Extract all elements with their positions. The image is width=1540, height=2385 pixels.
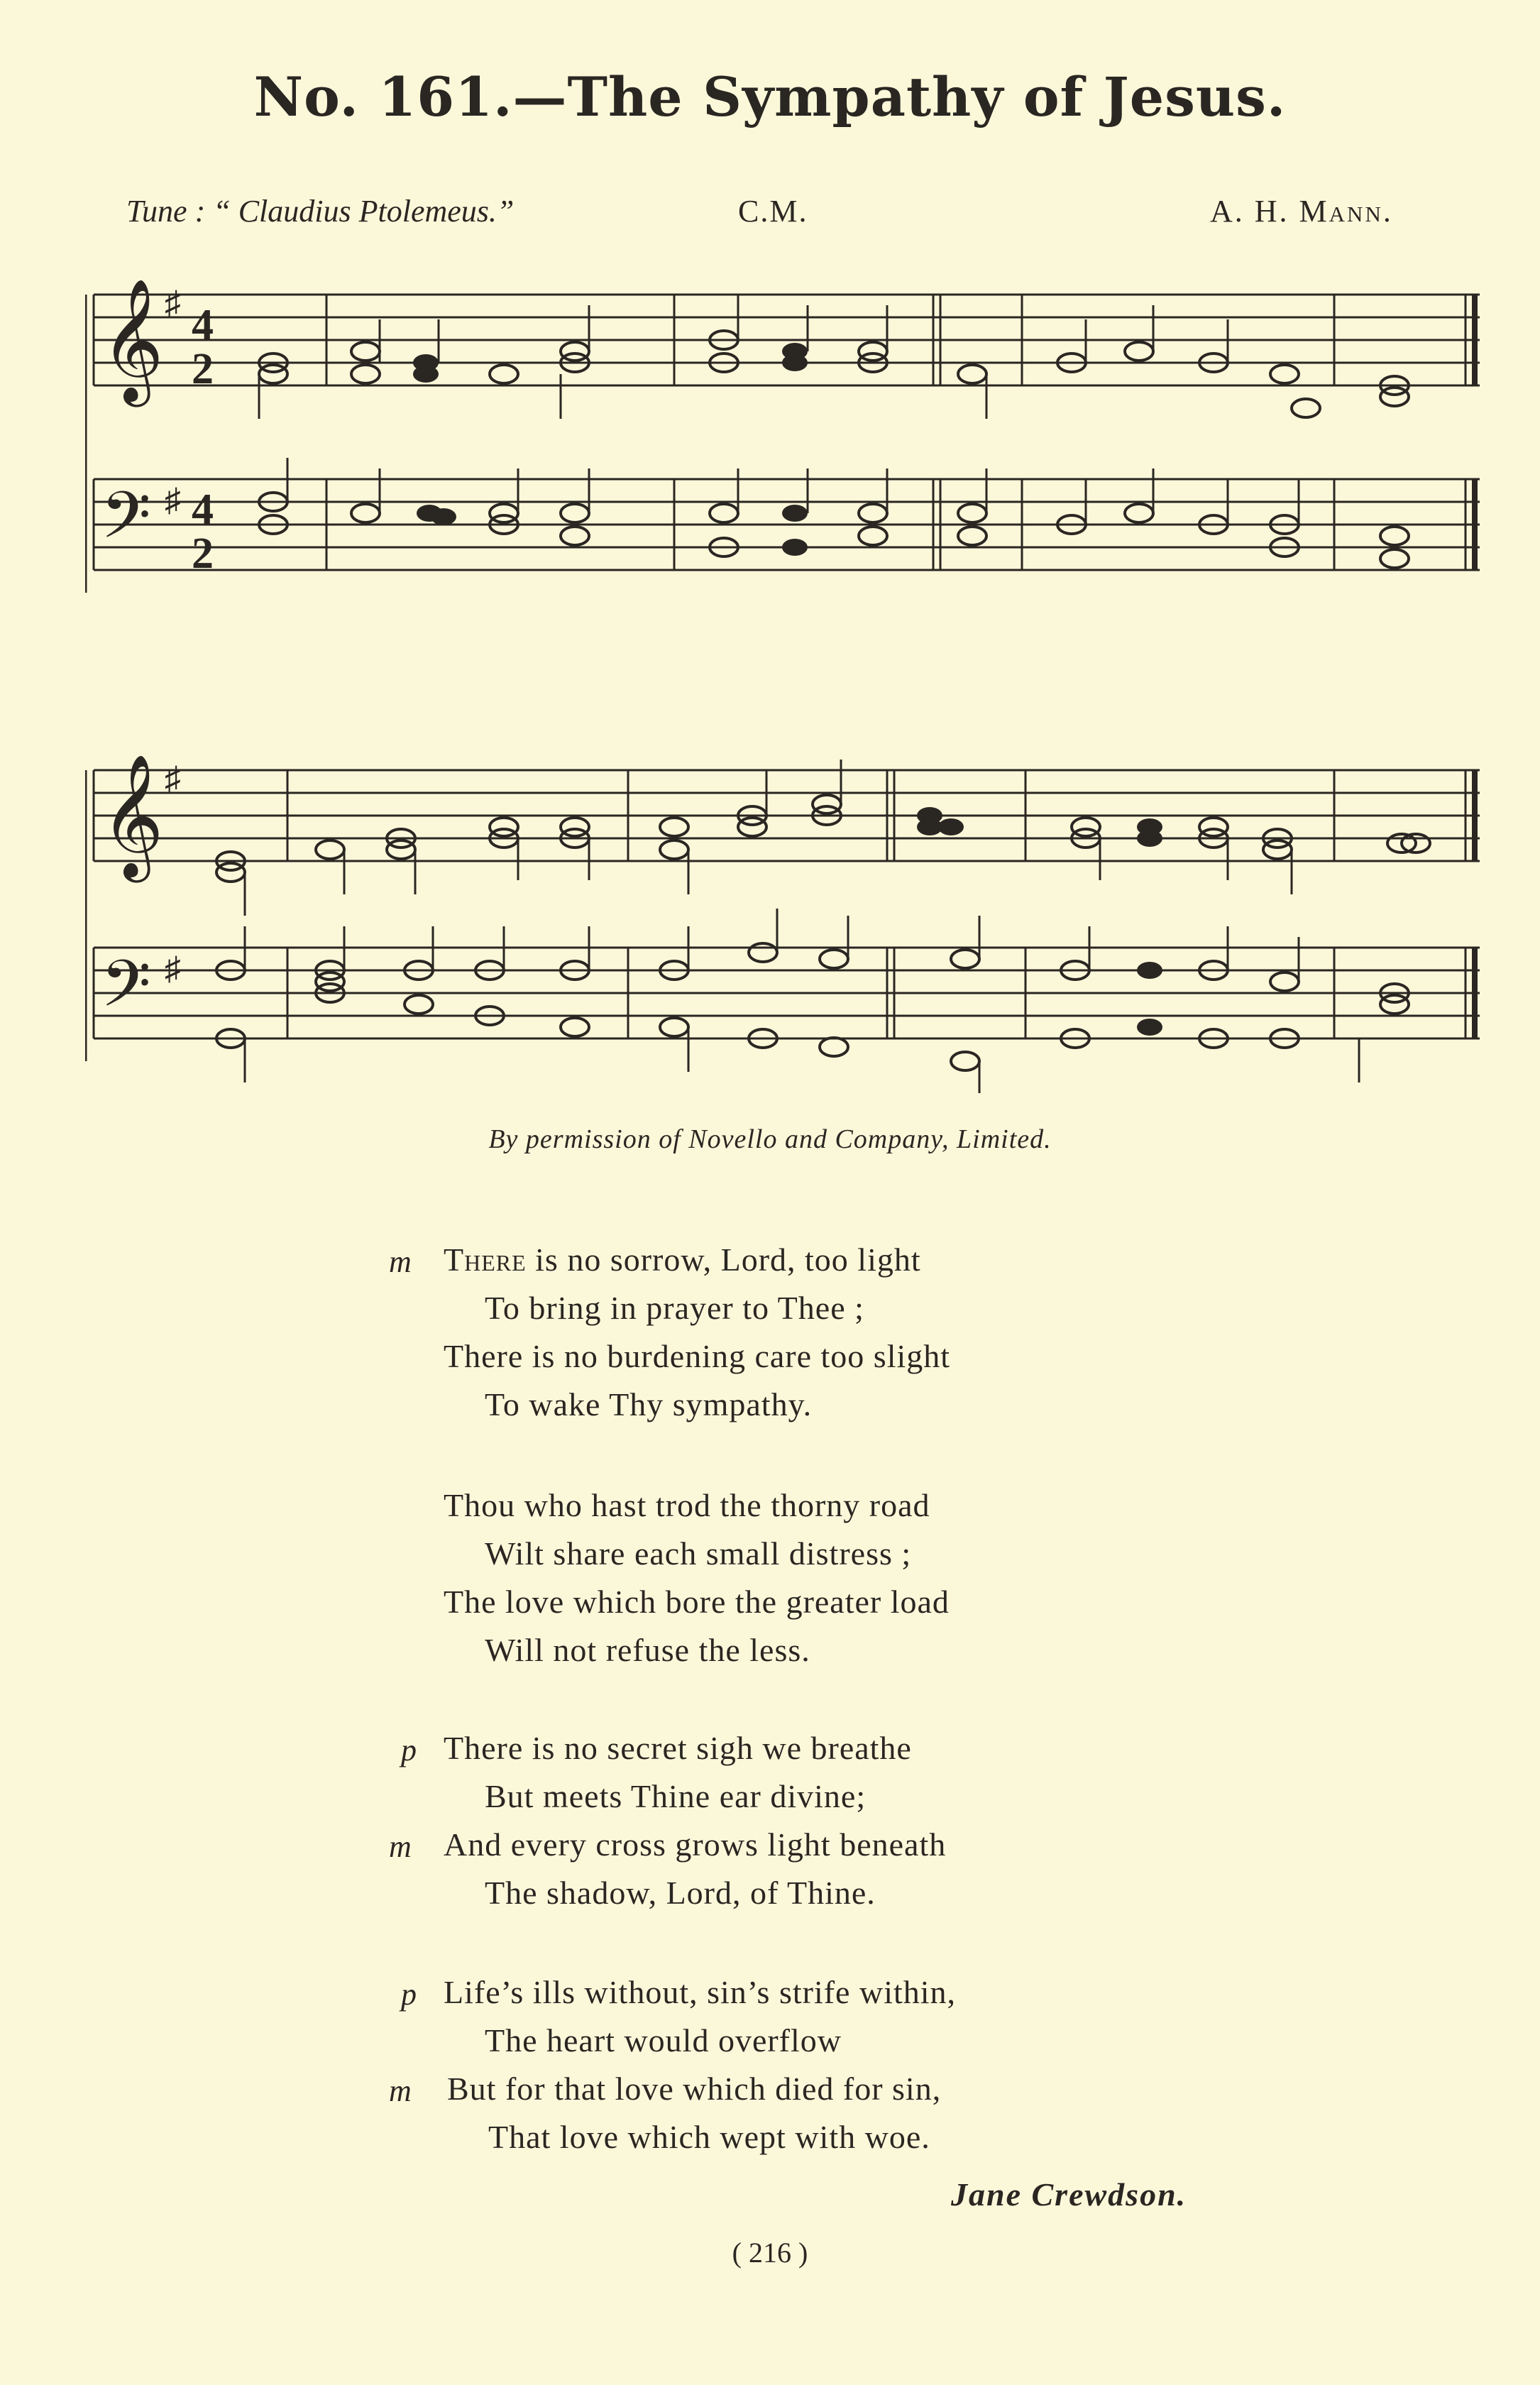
verse-2-line-2: Wilt share each small distress ; [485, 1535, 912, 1572]
verse-4-line-1: Life’s ills without, sin’s strife within, [444, 1974, 957, 2010]
verse-3-line-4: The shadow, Lord, of Thine. [485, 1875, 876, 1911]
tune-label: Tune : “ Claudius Ptolemeus.” [126, 194, 515, 229]
dynamic-mark: p [401, 1733, 417, 1767]
verse-2-line-1: Thou who hast trod the thorny road [444, 1487, 930, 1523]
verse-3-line-2: But meets Thine ear divine; [485, 1778, 867, 1814]
verse-4-line-4: That love which wept with woe. [488, 2119, 930, 2155]
dynamic-mark: p [401, 1977, 417, 2012]
score-system-2-svg [85, 738, 1490, 1093]
permission-note: By permission of Novello and Company, Limited. [488, 1124, 1052, 1154]
svg-text:𝄢: 𝄢 [101, 478, 151, 569]
svg-text:2: 2 [192, 345, 214, 393]
svg-text:𝄞: 𝄞 [101, 278, 164, 402]
verse-1-line-2: To bring in prayer to Thee ; [485, 1290, 864, 1326]
verse-3-line-3: And every cross grows light beneath [444, 1826, 947, 1863]
score-system-1-svg [85, 277, 1490, 610]
verse-4-line-2: The heart would overflow [485, 2022, 842, 2058]
music-system-2 [85, 738, 1490, 1093]
composer: A. H. Mann. [1210, 194, 1393, 229]
page-number: ( 216 ) [732, 2237, 808, 2269]
verse-first-word: There [444, 1241, 527, 1278]
dynamic-mark: m [389, 1829, 412, 1864]
svg-text:♯: ♯ [165, 950, 181, 987]
verse-1-line-4: To wake Thy sympathy. [485, 1386, 813, 1422]
svg-text:4: 4 [192, 486, 214, 534]
svg-text:4: 4 [192, 301, 214, 349]
meter: C.M. [738, 194, 808, 229]
svg-text:♯: ♯ [165, 760, 181, 796]
author-name: Jane Crewdson. [951, 2176, 1187, 2213]
verse-2-line-4: Will not refuse the less. [485, 1632, 810, 1668]
verse-1-line-1 [444, 1241, 921, 1278]
svg-text:𝄢: 𝄢 [101, 946, 151, 1037]
dynamic-mark: m [389, 1244, 412, 1279]
svg-text:♯: ♯ [165, 482, 181, 518]
svg-text:2: 2 [192, 530, 214, 578]
svg-text:𝄞: 𝄞 [101, 754, 164, 877]
verse-3-line-1: There is no secret sigh we breathe [444, 1730, 912, 1766]
svg-text:♯: ♯ [165, 285, 181, 321]
music-system-1 [85, 277, 1490, 610]
dynamic-mark: m [389, 2073, 412, 2108]
verse-1-line-3: There is no burdening care too slight [444, 1338, 951, 1374]
verse-2-line-3: The love which bore the greater load [444, 1584, 950, 1620]
verse-line-text: is no sorrow, Lord, too light [526, 1241, 921, 1278]
hymn-title: No. 161.—The Sympathy of Jesus. [253, 65, 1287, 128]
verse-4-line-3: But for that love which died for sin, [447, 2071, 942, 2107]
